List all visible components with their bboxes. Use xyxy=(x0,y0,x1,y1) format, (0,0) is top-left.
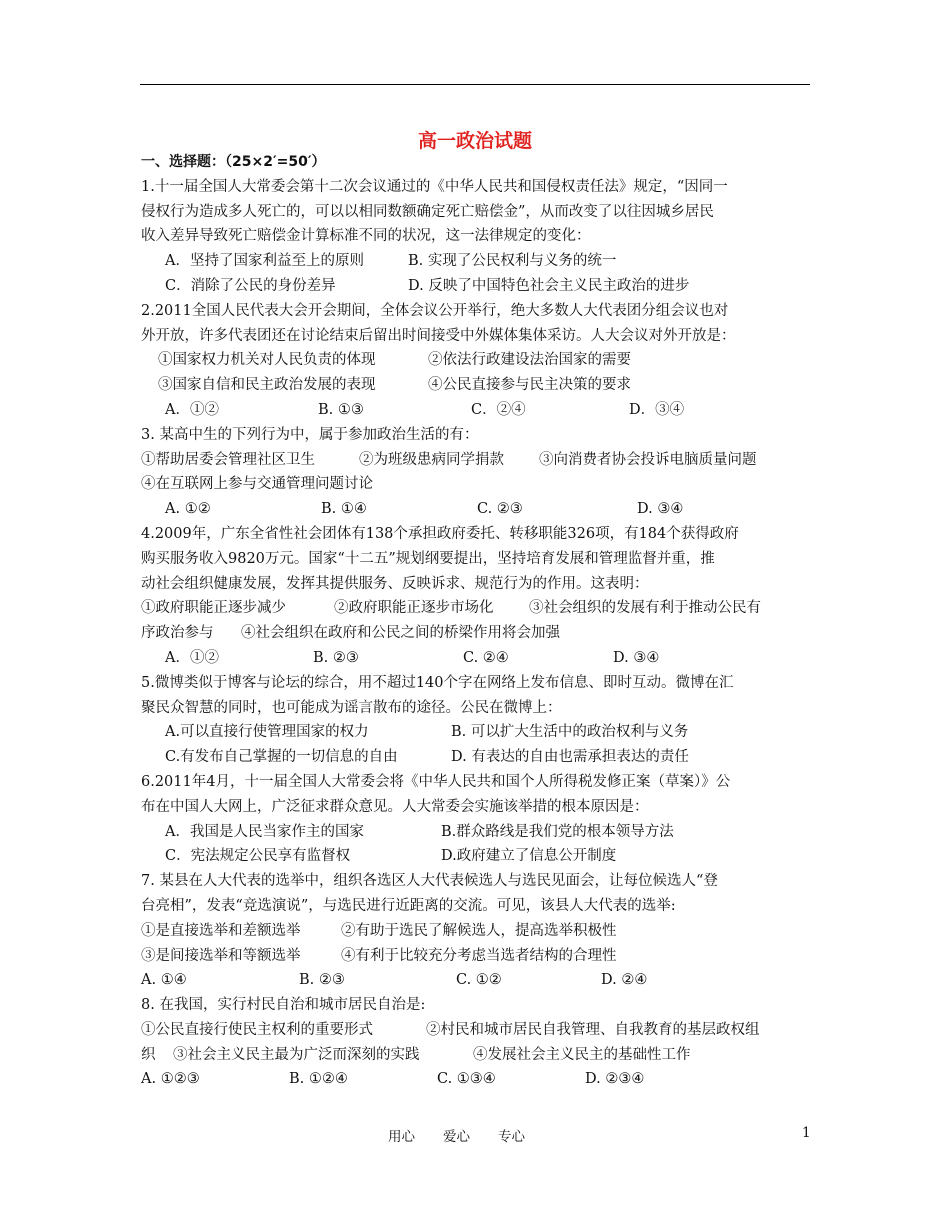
q4-option-d: D. ③④ xyxy=(613,649,660,666)
q3-line-1: 3. 某高中生的下列行为中，属于参加政治生活的有： xyxy=(141,426,479,443)
q5-option-c: C.有发布自己掌握的一切信息的自由 xyxy=(165,749,398,766)
q2-statements-34 xyxy=(141,373,813,398)
q3-option-d: D. ③④ xyxy=(637,501,684,518)
q2-statement-1: ①国家权力机关对人民负责的体现 xyxy=(158,352,376,369)
footer-word-2: 爱心 xyxy=(443,1129,470,1145)
q2-line-1: 2.2011全国人民代表大会开会期间，全体会议公开举行，绝大多数人大代表团分组会议也对 xyxy=(141,302,729,319)
footer-word-1: 用心 xyxy=(388,1129,415,1145)
q8-statements-34 xyxy=(141,1043,813,1068)
q4-line-3: 动社会组织健康发展，发挥其提供服务、反映诉求、规范行为的作用。这表明： xyxy=(141,575,649,592)
section-heading: 一、选择题：（25×2′=50′） xyxy=(141,154,326,170)
q4-line-2: 购买服务收入9820万元。国家“十二五”规划纲要提出，坚持培育发展和管理监督并重，推 xyxy=(141,550,715,567)
q7-statement-1: ①是直接选举和差额选举 xyxy=(141,922,301,939)
page-number: 1 xyxy=(802,1125,811,1141)
q1-line-3: 收入差异导致死亡赔偿金计算标准不同的状况，这一法律规定的变化： xyxy=(141,228,591,245)
q1-line-1: 1.十一届全国人大常委会第十二次会议通过的《中华人民共和国侵权责任法》规定，“因同一 xyxy=(141,178,728,195)
q6-options-ab xyxy=(141,820,813,845)
q3-statement-1: ①帮助居委会管理社区卫生 xyxy=(141,451,315,468)
header-rule xyxy=(140,84,810,85)
footer-word-3: 专心 xyxy=(498,1129,525,1145)
q7-option-b: B. ②③ xyxy=(299,972,345,989)
q8-option-c: C. ①③④ xyxy=(437,1071,496,1088)
q2-line-2: 外开放，许多代表团还在讨论结束后留出时间接受中外媒体集体采访。人大会议对外开放是： xyxy=(141,327,736,344)
q7-line-1: 7. 某县在人大代表的选举中，组织各选区人大代表候选人与选民见面会，让每位候选人“登 xyxy=(141,873,718,890)
q4-statement-2: ②政府职能正逐步市场化 xyxy=(334,600,494,617)
q6-option-a: A．我国是人民当家作主的国家 xyxy=(165,823,364,840)
q6-line-1: 6.2011年4月，十一届全国人大常委会将《中华人民共和国个人所得税发修正案（草案）》公 xyxy=(141,773,731,790)
q4-line-1: 4.2009年，广东全省性社会团体有138个承担政府委托、转移职能326项，有184个获得政府 xyxy=(141,525,739,542)
q1-option-d: D. 反映了中国特色社会主义民主政治的进步 xyxy=(408,277,690,294)
q7-statement-2: ②有助于选民了解候选人，提高选举积极性 xyxy=(341,922,617,939)
q5-option-b: B. 可以扩大生活中的政治权利与义务 xyxy=(451,724,689,741)
q3-statement-4: ④在互联网上参与交通管理问题讨论 xyxy=(141,476,373,493)
q1-option-b: B. 实现了公民权利与义务的统一 xyxy=(408,253,617,270)
q6-option-d: D.政府建立了信息公开制度 xyxy=(441,848,617,865)
q7-statements-34 xyxy=(141,944,813,969)
q2-statements-12 xyxy=(141,348,813,373)
q7-statement-3: ③是间接选举和等额选举 xyxy=(141,947,301,964)
q4-options xyxy=(141,646,813,671)
q1-options-ab xyxy=(141,249,813,274)
q8-option-a: A. ①②③ xyxy=(141,1071,200,1088)
q2-statement-4: ④公民直接参与民主决策的要求 xyxy=(428,377,631,394)
q2-options xyxy=(141,398,813,423)
q7-option-c: C. ①② xyxy=(456,972,502,989)
q2-statement-2: ②依法行政建设法治国家的需要 xyxy=(428,352,631,369)
q7-statements-12 xyxy=(141,919,813,944)
q3-statement-3: ③向消费者协会投诉电脑质量问题 xyxy=(539,451,757,468)
q4-statement-4: ④社会组织在政府和公民之间的桥梁作用将会加强 xyxy=(241,625,560,642)
q8-line-1: 8. 在我国，实行村民自治和城市居民自治是: xyxy=(141,997,426,1014)
q5-options-ab xyxy=(141,720,813,745)
q6-options-cd xyxy=(141,844,813,869)
q6-option-b: B.群众路线是我们党的根本领导方法 xyxy=(441,823,674,840)
q8-statement-2a: ②村民和城市居民自我管理、自我教育的基层政权组 xyxy=(426,1021,760,1038)
q7-option-d: D. ②④ xyxy=(601,972,648,989)
q3-statement-2: ②为班级患病同学捐款 xyxy=(359,451,504,468)
q8-statement-2b: 织 xyxy=(141,1046,156,1063)
q8-option-b: B. ①②④ xyxy=(289,1071,348,1088)
q4-statement-3a: ③社会组织的发展有利于推动公民有 xyxy=(529,600,761,617)
q2-statement-3: ③国家自信和民主政治发展的表现 xyxy=(158,377,376,394)
q4-option-c: C. ②④ xyxy=(463,649,509,666)
q8-statement-3: ③社会主义民主最为广泛而深刻的实践 xyxy=(173,1046,420,1063)
q7-options xyxy=(141,968,813,993)
q8-statements-12 xyxy=(141,1018,813,1043)
q8-statement-1: ①公民直接行使民主权利的重要形式 xyxy=(141,1021,373,1038)
q5-options-cd xyxy=(141,745,813,770)
q1-option-c: C．消除了公民的身份差异 xyxy=(165,277,336,294)
q3-statements-123 xyxy=(141,448,813,473)
q1-line-2: 侵权行为造成多人死亡的，可以以相同数额确定死亡赔偿金”，从而改变了以往因城乡居民 xyxy=(141,203,714,220)
q7-line-2: 台亮相”，发表“竞选演说”，与选民进行近距离的交流。可见，该县人大代表的选举: xyxy=(141,897,676,914)
q8-options xyxy=(141,1067,813,1092)
q1-option-a: A．坚持了国家利益至上的原则 xyxy=(165,253,364,270)
q6-line-2: 布在中国人大网上，广泛征求群众意见。人大常委会实施该举措的根本原因是： xyxy=(141,798,649,815)
q4-statements-123 xyxy=(141,596,813,621)
q5-line-2: 聚民众智慧的同时，也可能成为谣言散布的途径。公民在微博上： xyxy=(141,699,562,716)
q5-option-a: A.可以直接行使管理国家的权力 xyxy=(165,724,369,741)
q4-statements-34 xyxy=(141,621,813,646)
q5-line-1: 5.微博类似于博客与论坛的综合，用不超过140个字在网络上发布信息、即时互动。微博在汇 xyxy=(141,674,734,691)
q7-statement-4: ④有利于比较充分考虑当选者结构的合理性 xyxy=(341,947,617,964)
q4-statement-3b: 序政治参与 xyxy=(141,625,214,642)
q2-option-b: B. ①③ xyxy=(318,401,364,418)
q3-option-b: B. ①④ xyxy=(321,501,367,518)
q3-option-c: C. ②③ xyxy=(477,501,523,518)
q8-option-d: D. ②③④ xyxy=(585,1071,645,1088)
q8-statement-4: ④发展社会主义民主的基础性工作 xyxy=(473,1046,691,1063)
q4-option-a: A．①② xyxy=(165,649,219,666)
q6-option-c: C．宪法规定公民享有监督权 xyxy=(165,848,351,865)
q2-option-d: D．③④ xyxy=(629,401,685,418)
q1-options-cd xyxy=(141,274,813,299)
q4-statement-1: ①政府职能正逐步减少 xyxy=(141,600,286,617)
q3-options xyxy=(141,497,813,522)
q7-option-a: A. ①④ xyxy=(141,972,187,989)
q2-option-c: C．②④ xyxy=(471,401,526,418)
footer-motto xyxy=(388,1125,553,1145)
q5-option-d: D. 有表达的自由也需承担表达的责任 xyxy=(451,749,689,766)
q2-option-a: A．①② xyxy=(165,401,219,418)
page-title: 高一政治试题 xyxy=(417,130,532,152)
q4-option-b: B. ②③ xyxy=(313,649,359,666)
q3-option-a: A. ①② xyxy=(165,501,211,518)
exam-body xyxy=(141,150,813,1092)
